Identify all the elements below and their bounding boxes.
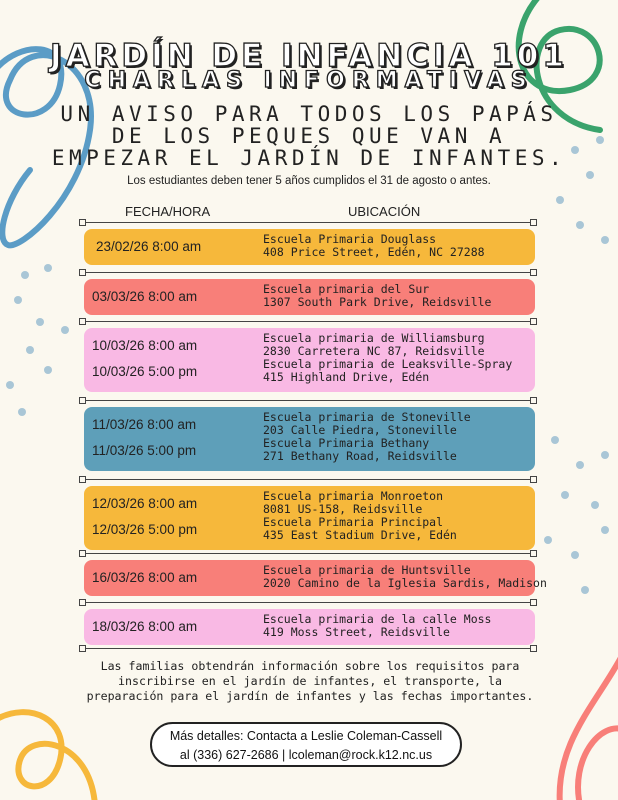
row-divider [85,321,531,322]
row-divider [85,602,531,603]
school-address: 408 Price Street, Edén, NC 27288 [263,245,485,259]
school-name: Escuela primaria del Sur [263,282,430,296]
row-divider [85,648,531,649]
session-date: 12/03/26 5:00 pm [92,522,198,537]
school-name: Escuela primaria de Leaksville-Spray [263,357,513,371]
session-date: 10/03/26 5:00 pm [92,364,198,379]
school-name: Escuela primaria Monroeton [263,489,444,503]
row-divider [85,272,531,273]
contact-name: Más detalles: Contacta a Leslie Coleman-Cassell [169,729,443,743]
school-name: Escuela primaria de Stoneville [263,410,471,424]
session-location [263,437,457,463]
coral-squiggle [560,650,618,800]
headline-line-3: EMPEZAR EL JARDÍN DE INFANTES. [51,146,567,170]
school-name: Escuela Primaria Principal [263,515,444,529]
page-subtitle: CHARLAS INFORMATIVAS [84,68,534,93]
session-date: 18/03/26 8:00 am [92,619,198,634]
yellow-squiggle [0,712,95,800]
school-address: 203 Calle Piedra, Stoneville [263,423,457,437]
session-date: 10/03/26 8:00 am [92,338,198,353]
footer-description [60,659,560,704]
session-location [263,233,485,259]
footer-line: inscribirse en el jardín de infantes, el transporte, la [118,674,502,688]
footer-line: preparación para el jardín de infantes y las fechas importantes. [86,689,534,703]
column-header-date: FECHA/HORA [125,204,211,219]
footer-line: Las familias obtendrán información sobre los requisitos para [100,659,520,673]
session-date: 11/03/26 5:00 pm [92,443,197,458]
school-address: 2020 Camino de la Iglesia Sardis, Madison [263,576,547,590]
school-name: Escuela primaria de la calle Moss [263,612,492,626]
school-name: Escuela primaria de Huntsville [263,563,471,577]
session-location [263,613,491,639]
session-date: 16/03/26 8:00 am [92,570,198,585]
contact-details[interactable]: al (336) 627-2686 | lcoleman@rock.k12.nc.us [179,748,433,762]
school-address: 2830 Carretera NC 87, Reidsville [263,344,485,358]
row-divider [85,553,531,554]
school-address: 8081 US-158, Reidsville [263,502,423,516]
school-address: 1307 South Park Drive, Reidsville [263,295,492,309]
school-address: 419 Moss Street, Reidsville [263,625,450,639]
school-address: 271 Bethany Road, Reidsville [263,449,457,463]
session-location [263,490,443,516]
school-address: 435 East Stadium Drive, Edén [263,528,457,542]
session-location [263,283,491,309]
row-divider [85,479,531,480]
row-divider [85,222,531,223]
school-name: Escuela Primaria Bethany [263,436,430,450]
row-divider [85,400,531,401]
session-location [263,516,457,542]
session-date: 11/03/26 8:00 am [92,417,197,432]
session-date: 23/02/26 8:00 am [96,239,202,254]
school-name: Escuela Primaria Douglass [263,232,437,246]
session-location [263,411,471,437]
column-header-location: UBICACIÓN [348,204,421,219]
session-location [263,358,512,384]
eligibility-note: Los estudiantes deben tener 5 años cumplidos el 31 de agosto o antes. [127,175,491,187]
session-location [263,332,485,358]
school-name: Escuela primaria de Williamsburg [263,331,485,345]
session-location [263,564,547,590]
page-title: JARDÍN DE INFANCIA 101 [50,38,568,74]
headline-line-2: DE LOS PEQUES QUE VAN A [111,124,507,148]
headline-line-1: UN AVISO PARA TODOS LOS PAPÁS [60,102,558,126]
school-address: 415 Highland Drive, Edén [263,370,430,384]
contact-box [150,722,462,767]
session-date: 12/03/26 8:00 am [92,496,198,511]
session-date: 03/03/26 8:00 am [92,289,198,304]
